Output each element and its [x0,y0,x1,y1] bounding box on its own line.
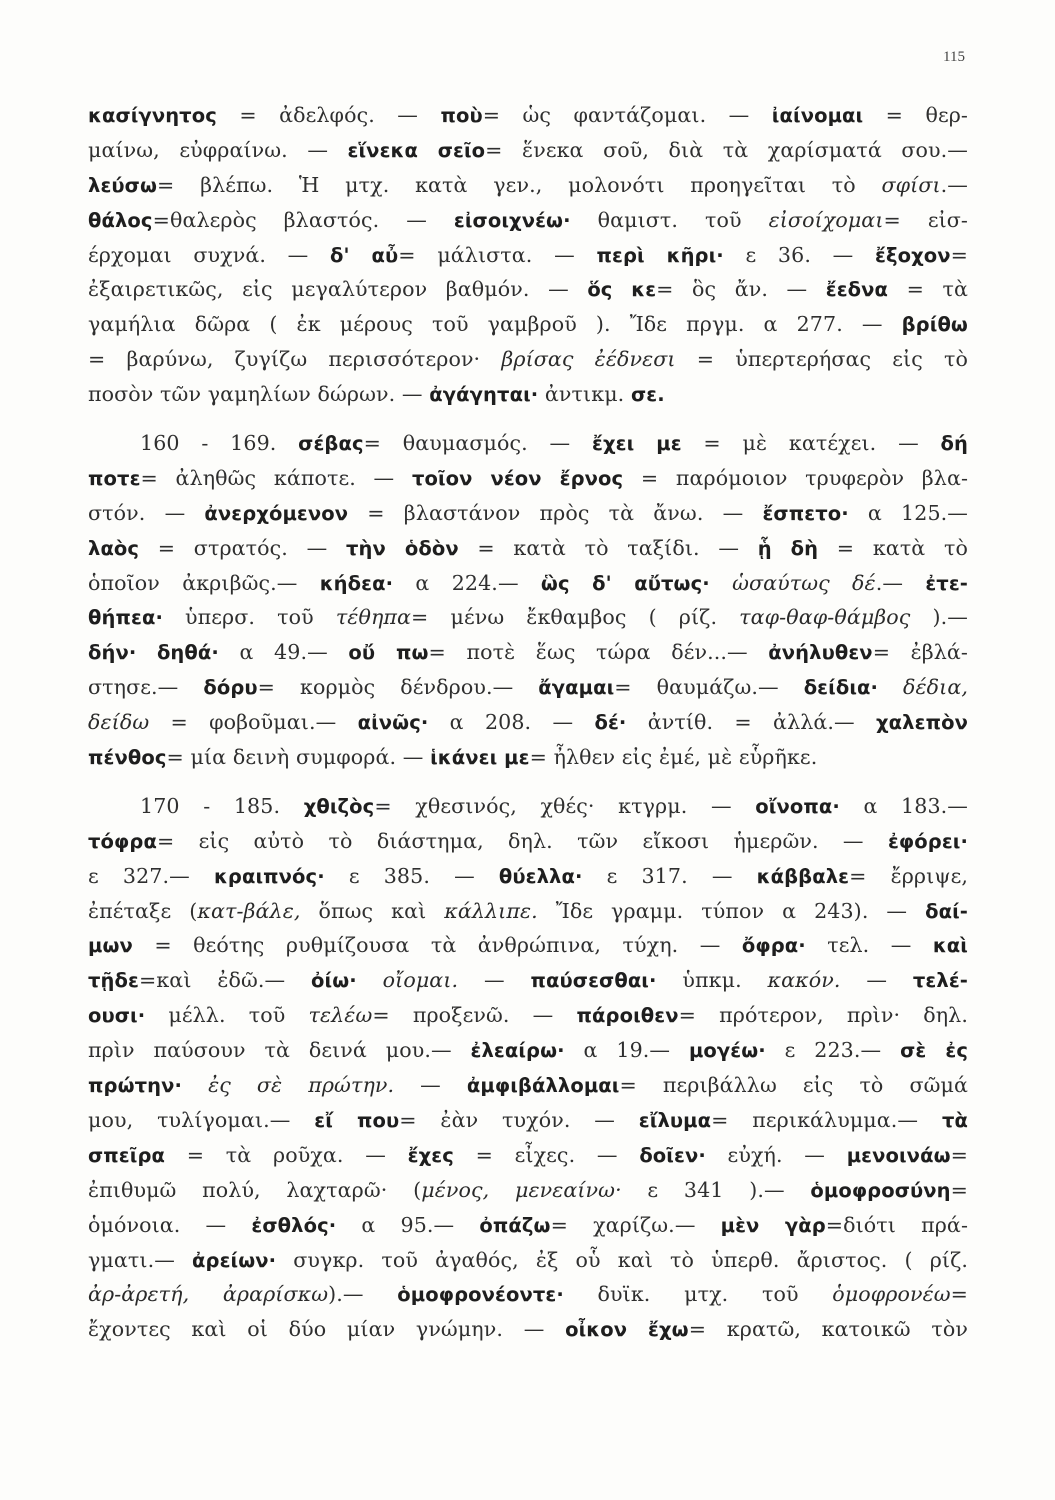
page-number: 115 [943,49,965,65]
headword: τελέ- [912,969,968,993]
italic-citation: ἐς σὲ πρώτην. [208,1073,395,1098]
text-line [88,1033,968,1068]
headword: εἴ που [314,1108,400,1132]
text-line [88,272,968,307]
headword: λαὸς [88,536,140,560]
italic-citation: οἴομαι. [382,968,459,993]
gloss-text: = θεότης ρυθμίζουσα τὰ ἀνθρώπινα, τύχη. — [132,933,742,958]
headword: ὄφρα· [741,934,806,958]
gloss-text: = θαυμάζω.— [614,675,804,700]
gloss-text: = εἰς αὐτὸ τὸ διάστημα, δηλ. τῶν εἴκοσι ἡμερῶν. — [156,828,888,853]
gloss-text: = κορμὸς δένδρου.— [257,675,539,700]
headword: τόφρα [88,829,157,853]
gloss-text: = κρατῶ, κατοικῶ τὸν [688,1317,968,1342]
headword: τὰ [941,1108,968,1132]
gloss-text: έρχομαι συχνά. — [88,242,331,267]
gloss-text: α 208. — [428,710,595,735]
text-line [88,635,968,670]
headword: καὶ [932,934,968,958]
text-line [88,1103,968,1138]
glossary-text [88,98,968,1347]
gloss-text: = χαρίζω.— [550,1212,721,1237]
italic-citation: κακόν. [767,968,841,993]
gloss-text [878,675,903,699]
italic-citation: τέθηπα [335,605,412,630]
text-line [88,168,968,203]
italic-citation: μένος, μενεαίνω· [421,1177,622,1202]
gloss-text: = βλαστάνον πρὸς τὰ ἄνω. — [348,500,763,525]
headword: λεύσω [88,173,157,197]
gloss-text: — [840,968,913,993]
gloss-text: α 49.— [218,640,349,665]
gloss-text: ποσὸν τῶν γαμηλίων δώρων. — [88,382,430,407]
headword: ᾗ δὴ [757,536,819,560]
headword: χαλεπὸν [876,711,968,735]
gloss-text: = πρότερον, πρὶν· δηλ. [678,1003,968,1028]
text-line [88,998,968,1033]
gloss-text: =διότι πρά- [825,1212,968,1237]
headword: ἀνερχόμενον [204,501,349,525]
text-line [88,824,968,859]
text-line [88,740,968,775]
gloss-text: = ὑπερτερήσας εἰς τὸ [675,347,968,372]
gloss-text: εὐχή. — [705,1142,847,1167]
text-line [88,307,968,342]
gloss-text: = ἀληθῶς κάποτε. — [140,465,412,490]
gloss-text: .— [875,570,926,595]
headword: ἔχει με [591,432,682,456]
gloss-text: = [950,242,968,267]
gloss-text: α 183.— [839,793,968,818]
headword: παύσεσθαι· [530,969,657,993]
gloss-text: ἔχοντες καὶ οἱ δύο μίαν γνώμην. — [88,1317,566,1342]
gloss-text: στόν. — [88,500,205,525]
headword: κήδεα· [319,571,394,595]
text-line [88,342,968,377]
headword: κάββαλε [756,864,850,888]
headword: οὔ πω [348,641,429,665]
text-line [88,496,968,531]
headword: ἀμφιβάλλομαι [466,1074,620,1098]
gloss-text: = στρατός. — [139,535,346,560]
gloss-text: = μὲ κατέχει. — [681,431,941,456]
text-line [88,1208,968,1243]
italic-citation: ταφ-θαφ-θάμβος [739,605,911,630]
headword: ἀρείων· [192,1248,277,1272]
headword: μων [88,934,133,958]
headword: ἐλεαίρω· [470,1039,565,1063]
gloss-text: = [950,1177,968,1202]
gloss-text: — [458,968,531,993]
gloss-text [710,571,732,595]
gloss-text [357,968,383,992]
gloss-text: = βλέπω. Ἡ μτχ. κατὰ γεν., μολονότι προηγεῖται τὸ [157,172,882,197]
text-line [88,1068,968,1103]
headword: ἄγαμαι [538,676,615,700]
text-line [88,600,968,635]
gloss-text: = μάλιστα. — [398,242,597,267]
headword: πρώτην· [88,1074,183,1098]
headword: ουσι· [88,1004,146,1028]
headword: κασίγνητος [88,104,217,127]
headword: τὴν ὁδὸν [346,536,459,560]
gloss-text: = ὡς φαντάζομαι. — [482,103,772,127]
italic-citation: κατ-βάλε, [197,898,301,923]
gloss-text: 160 - 169. [140,431,299,456]
gloss-text: γαμήλια δῶρα ( ἐκ μέρους τοῦ γαμβροῦ ). Ἴδε πργμ. α 277. — [88,312,902,337]
headword: οἶκον ἔχω [565,1318,689,1342]
italic-citation: εἰσοίχομαι [768,207,884,232]
gloss-text: = ἦλθεν εἰς ἐμέ, μὲ εὗρῆκε. [529,745,818,770]
italic-citation: κάλλιπε. [444,898,538,923]
text-line [88,1138,968,1173]
gloss-text: ε 385. — [324,863,499,888]
headword: σε. [630,383,665,407]
headword: μογέω· [688,1039,766,1063]
text-line [88,98,968,133]
gloss-text: ε 327.— [88,863,214,888]
gloss-text: ἐπέταξε ( [88,898,198,923]
headword: περὶ κῆρι· [596,243,724,267]
gloss-text: = ἔρριψε, [849,863,968,888]
headword: δηθά· [156,641,219,665]
gloss-text: α 224.— [393,570,541,595]
gloss-text: ὁμόνοια. — [88,1212,252,1237]
headword: ἐφόρει· [887,829,968,853]
headword: σέβας [298,432,364,456]
headword: κραιπνός· [213,864,325,888]
italic-citation: δείδω [88,710,150,735]
gloss-text: ἐπιθυμῶ πολύ, λαχταρῶ· ( [88,1177,422,1202]
headword: εἴλυμα [638,1108,712,1132]
gloss-text: = χθεσινός, χθές· κτγρμ. — [374,793,756,818]
italic-citation: τελέω [308,1003,373,1028]
headword: δαί- [925,899,968,923]
headword: εἵνεκα σεῖο [347,138,486,162]
italic-citation: δέδια, [903,675,968,700]
gloss-text: μέλλ. τοῦ [145,1003,309,1028]
headword: σὲ ἐς [900,1039,968,1063]
headword: ὀίω· [311,969,357,993]
gloss-text: = τὰ ροῦχα. — [165,1142,408,1167]
headword: δήν· [88,641,137,665]
gloss-text: — [394,1073,467,1098]
text-line [88,670,968,705]
text-line [88,203,968,238]
text-line [88,1243,968,1278]
gloss-text: = ὃς ἄν. — [656,277,826,302]
gloss-text: ὅπως καὶ [300,898,445,923]
headword: ἰαίνομαι [771,104,864,127]
gloss-text: = φοβοῦμαι.— [149,710,358,735]
text-line [88,426,968,461]
gloss-text: = ἐβλά- [872,640,968,665]
gloss-text: = τὰ [888,277,968,302]
headword: ἐτε- [925,571,968,595]
text-line [88,705,968,740]
gloss-text: μου, τυλίγομαι.— [88,1107,315,1132]
text-line [88,963,968,998]
headword: ὅς κε [587,278,657,302]
gloss-text: 170 - 185. [140,793,304,818]
headword: ὁμοφροσύνη [810,1178,951,1202]
gloss-text: = ἐὰν τυχόν. — [399,1107,639,1132]
headword: ὀπάζω [479,1213,551,1237]
gloss-text: = ἀδελφός. — [216,103,441,127]
gloss-text: στησε.— [88,675,204,700]
gloss-text: γματι.— [88,1247,193,1272]
gloss-text: .— [940,172,968,197]
gloss-text: = βαρύνω, ζυγίζω περισσότερον· [88,347,502,372]
headword: αἰνῶς· [357,711,429,735]
gloss-text: = μένω ἔκθαμβος ( ρίζ. [411,605,740,630]
gloss-text: = [950,1282,968,1307]
italic-citation: σφίσι [881,172,941,197]
gloss-text: = κατὰ τὸ [818,535,968,560]
gloss-text: ἀντικμ. [538,382,631,407]
gloss-text: ).— [328,1282,398,1307]
gloss-text: ὑπκμ. [656,968,768,993]
headword: ἔσπετο· [762,501,849,525]
text-line [88,133,968,168]
gloss-text: = περιβάλλω εἰς τὸ σῶμά [619,1073,968,1098]
headword: μὲν γὰρ [720,1213,826,1237]
gloss-text: = προξενῶ. — [372,1003,577,1028]
gloss-text: α 19.— [564,1038,689,1063]
gloss-text: = θερ- [863,103,968,127]
headword: ἔεδνα [825,278,889,302]
gloss-text: τελ. — [805,933,933,958]
gloss-text: =καὶ ἐδῶ.— [138,968,312,993]
text-line [88,789,968,824]
gloss-text: =θαλερὸς βλαστός. — [152,207,454,232]
text-line [88,238,968,273]
gloss-text: = κατὰ τὸ ταξίδι. — [458,535,758,560]
gloss-text: = μία δεινὴ συμφορά. — [166,745,431,770]
gloss-text: θαμιστ. τοῦ [570,207,769,232]
gloss-text: ἐξαιρετικῶς, εἰς μεγαλύτερον βαθμόν. — [88,277,588,302]
text-line [88,928,968,963]
headword: θύελλα· [498,864,583,888]
gloss-text: μαίνω, εὐφραίνω. — [88,137,348,162]
gloss-text: Ἴδε γραμμ. τύπον α 243). — [537,898,926,923]
gloss-text: ).— [910,605,968,630]
headword: δέ· [594,711,627,735]
headword: ἐσθλός· [251,1213,337,1237]
gloss-text [182,1073,208,1097]
headword: θάλος [88,208,153,232]
headword: τοῖον νέον ἔρνος [411,466,624,490]
headword: ἔξοχον [875,243,951,267]
headword: δ' αὖ [330,243,399,267]
text-line [88,377,968,412]
italic-citation: ὡσαύτως δέ [732,570,876,595]
gloss-text: ε 223.— [765,1038,901,1063]
gloss-text: α 95.— [336,1212,480,1237]
gloss-text [136,640,157,664]
headword: χθιζὸς [303,794,375,818]
gloss-text: = ἕνεκα σοῦ, διὰ τὰ χαρίσματά σου.— [485,137,968,162]
gloss-text: = εἶχες. — [453,1142,640,1167]
text-line [88,1277,968,1312]
gloss-text: ε 36. — [723,242,876,267]
headword: δή [940,432,968,456]
headword: δείδια· [803,676,879,700]
gloss-text: ε 317. — [582,863,757,888]
gloss-text: α 125.— [848,500,968,525]
gloss-text: = [950,1142,968,1167]
text-line [88,1312,968,1347]
headword: δόρυ [203,676,258,700]
headword: ὁμοφρονέοντε· [397,1283,564,1307]
headword: σπεῖρα [88,1143,166,1167]
gloss-text: ὁποῖον ἀκριβῶς.— [88,570,320,595]
gloss-text: = θαυμασμός. — [363,431,592,456]
headword: θήπεα· [88,606,163,630]
headword: ὣς δ' αὔτως· [540,571,710,595]
headword: μενοινάω [846,1143,951,1167]
gloss-text: ε 341 ).— [621,1177,811,1202]
headword: ἀνήλυθεν [768,641,873,665]
headword: πάροιθεν [576,1004,679,1028]
text-line [88,1173,968,1208]
gloss-text: ὑπερσ. τοῦ [162,605,336,630]
text-line [88,566,968,601]
gloss-text: συγκρ. τοῦ ἀγαθός, ἐξ οὗ καὶ τὸ ὑπερθ. ἄριστος. ( ρίζ. [276,1247,968,1272]
headword: ἔχες [407,1143,454,1167]
headword: ἱκάνει με [430,746,530,770]
gloss-text: = εἰσ- [883,207,968,232]
italic-citation: ἀρ-ἀρετή, ἀραρίσκω [88,1282,329,1307]
headword: ἀγάγηται· [429,383,539,407]
text-line [88,859,968,894]
gloss-text: δυϊκ. μτχ. τοῦ [563,1282,833,1307]
gloss-text: = περικάλυμμα.— [711,1107,942,1132]
headword: οἴνοπα· [755,794,840,818]
headword: τῇδε [88,969,139,993]
gloss-text: = παρόμοιον τρυφερὸν βλα- [623,465,968,490]
headword: βρίθω [901,313,968,337]
headword: πένθος [88,746,167,770]
headword: εἰσοιχνέω· [453,208,571,232]
italic-citation: ὁμοφρονέω [832,1282,951,1307]
gloss-text: ἀντίθ. = ἀλλά.— [626,710,876,735]
italic-citation: βρίσας ἐέδνεσι [501,347,676,372]
text-line [88,461,968,496]
gloss-text: πρὶν παύσουν τὰ δεινά μου.— [88,1038,471,1063]
headword: δοῖεν· [639,1143,706,1167]
headword: ποτε [88,466,141,490]
text-line [88,894,968,929]
headword: ποὺ [440,104,483,127]
gloss-text: = ποτὲ ἕως τώρα δέν...— [428,640,769,665]
text-line [88,531,968,566]
